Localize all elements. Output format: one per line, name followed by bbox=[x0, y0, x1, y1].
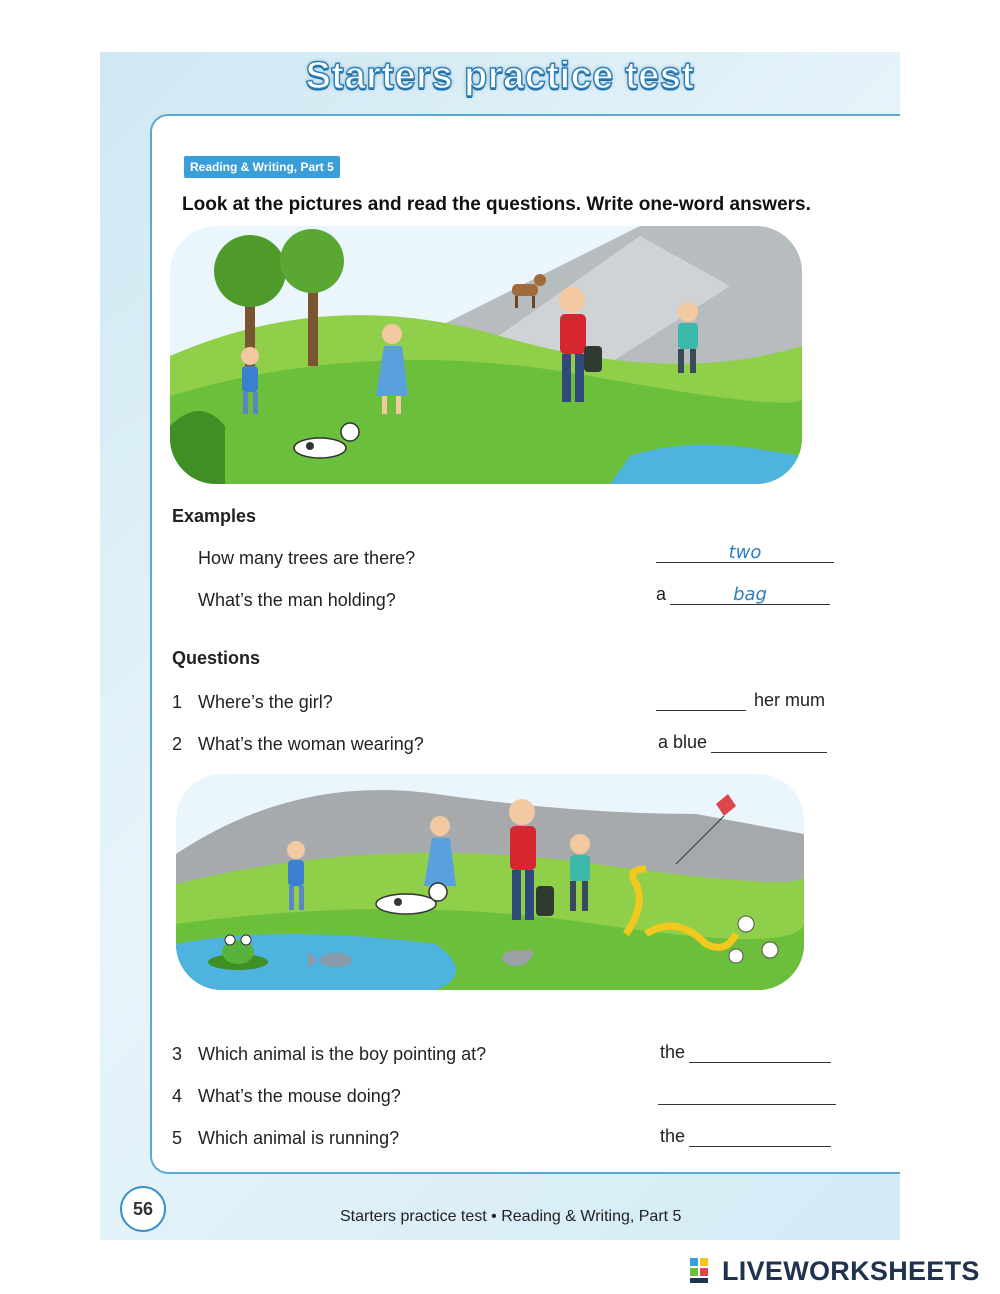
question-5-text: Which animal is running? bbox=[198, 1128, 400, 1148]
question-5-answer bbox=[660, 1126, 831, 1147]
picture-scene-1 bbox=[170, 226, 802, 484]
liveworksheets-brand bbox=[690, 1254, 980, 1288]
question-4-answer bbox=[658, 1084, 836, 1105]
question-2-answer bbox=[658, 732, 827, 753]
example-answer-1-text: two bbox=[728, 542, 762, 563]
instruction-text: Look at the pictures and read the questions. Write one-word answers. bbox=[182, 194, 811, 215]
question-2-text: What’s the woman wearing? bbox=[198, 734, 424, 754]
question-3-number: 3 bbox=[172, 1044, 183, 1064]
question-4-number: 4 bbox=[172, 1086, 183, 1106]
question-1-answer-line[interactable] bbox=[656, 690, 746, 711]
example-answer-2 bbox=[656, 584, 830, 605]
question-2-prefix: a blue bbox=[658, 732, 708, 752]
page-title: Starters practice test bbox=[305, 55, 695, 97]
question-3-answer-line[interactable] bbox=[689, 1042, 831, 1063]
page-number-badge: 56 bbox=[120, 1186, 166, 1232]
question-5-prefix: the bbox=[660, 1126, 686, 1146]
example-question-1: How many trees are there? bbox=[198, 548, 416, 568]
questions-heading: Questions bbox=[172, 648, 261, 668]
question-1-suffix: her mum bbox=[754, 690, 826, 710]
question-1-number: 1 bbox=[172, 692, 183, 712]
question-1-text: Where’s the girl? bbox=[198, 692, 333, 712]
liveworksheets-logo-icon bbox=[690, 1258, 718, 1284]
page-footer: Starters practice test • Reading & Writing, Part 5 bbox=[340, 1208, 682, 1225]
question-4-text: What’s the mouse doing? bbox=[198, 1086, 401, 1106]
question-5-number: 5 bbox=[172, 1128, 183, 1148]
examples-heading: Examples bbox=[172, 506, 257, 526]
question-1-answer bbox=[656, 690, 825, 711]
question-3-answer bbox=[660, 1042, 831, 1063]
question-5-answer-line[interactable] bbox=[689, 1126, 831, 1147]
example-answer-2-prefix: a bbox=[656, 584, 667, 604]
worksheet-page bbox=[100, 52, 900, 1240]
question-2-number: 2 bbox=[172, 734, 183, 754]
example-answer-2-text: bag bbox=[733, 584, 767, 605]
example-answer-1-line bbox=[656, 542, 834, 563]
picture-scene-2 bbox=[176, 774, 804, 990]
section-label: Reading & Writing, Part 5 bbox=[184, 156, 340, 178]
question-3-text: Which animal is the boy pointing at? bbox=[198, 1044, 487, 1064]
example-answer-2-line bbox=[670, 584, 830, 605]
question-2-answer-line[interactable] bbox=[711, 732, 827, 753]
question-4-answer-line[interactable] bbox=[658, 1084, 836, 1105]
question-3-prefix: the bbox=[660, 1042, 686, 1062]
scene-2-illustration bbox=[176, 774, 804, 990]
example-question-2: What’s the man holding? bbox=[198, 590, 396, 610]
liveworksheets-wordmark: LIVEWORKSHEETS bbox=[722, 1255, 980, 1286]
example-answer-1 bbox=[656, 542, 834, 563]
scene-1-illustration bbox=[170, 226, 802, 484]
